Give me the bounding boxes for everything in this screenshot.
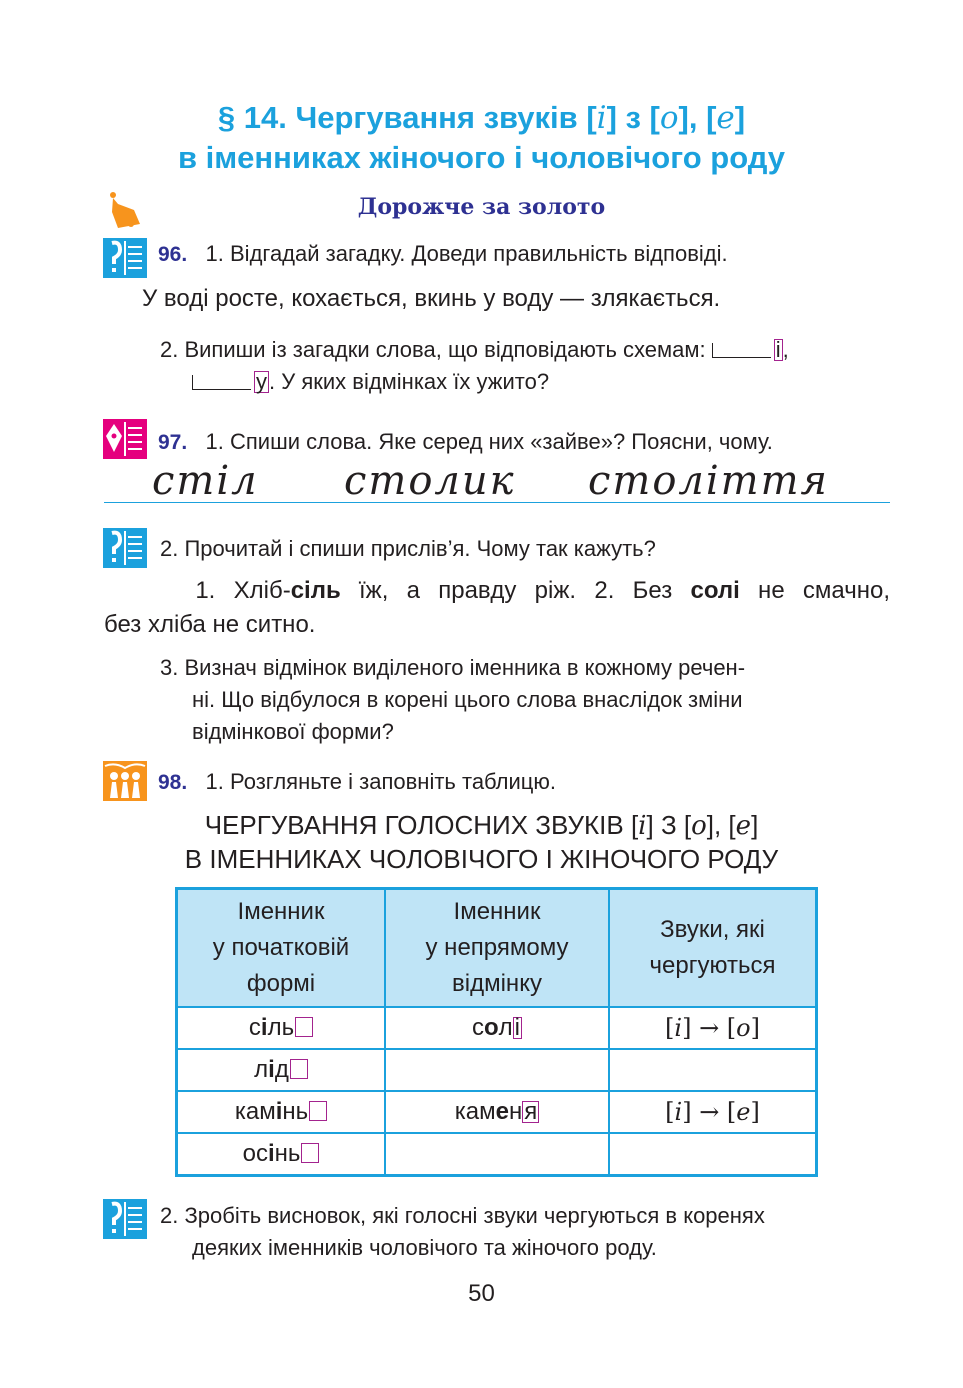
- header-alternating-sounds: Звуки, які чергуються: [609, 889, 817, 1008]
- question-book-icon: [102, 237, 148, 279]
- word-indirect-empty: [385, 1049, 609, 1091]
- scheme-box-u: у: [256, 369, 267, 394]
- script-word-1: стіл: [152, 458, 259, 504]
- header-indirect-case: Іменник у непрямому відмінку: [385, 889, 609, 1008]
- alternation: [і] → [е]: [609, 1091, 817, 1133]
- word-indirect: каменя: [385, 1091, 609, 1133]
- exercise-96-riddle: У воді росте, кохається, вкинь у воду — злякається.: [142, 285, 721, 312]
- word-initial: лід: [177, 1049, 386, 1091]
- question-book-icon: [102, 527, 148, 569]
- word-initial: камінь: [177, 1091, 386, 1133]
- ending-box: і: [514, 1014, 521, 1041]
- table-title-line1: ЧЕРГУВАННЯ ГОЛОСНИХ ЗВУКІВ [і] З [о], [е]: [204, 810, 759, 841]
- question-book-icon: [102, 1198, 148, 1240]
- word-initial: осінь: [177, 1133, 386, 1176]
- alternation: [і] → [о]: [609, 1007, 817, 1049]
- table-row: [177, 1133, 817, 1176]
- page-title-line1: § 14. Чергування звуків [і] з [о], [е]: [217, 100, 746, 136]
- exercise-97-task1: 97. 1. Спиши слова. Яке серед них «зайве»? Поясни, чому.: [158, 429, 773, 454]
- table-row: [177, 1049, 817, 1091]
- proverb-line1: 1. Хліб-сіль їж, а правду ріж. 2. Без солі не смачно,: [195, 577, 891, 604]
- alternation-table: [175, 887, 818, 1177]
- ending-box: [301, 1143, 319, 1163]
- page-number: 50: [468, 1280, 495, 1307]
- exercise-97-task2: 2. Прочитай і спиши прислів’я. Чому так кажуть?: [160, 536, 656, 561]
- script-word-2: столик: [344, 458, 516, 504]
- page-title-line2: в іменниках жіночого і чоловічого роду: [177, 140, 786, 175]
- ending-box: [290, 1059, 308, 1079]
- group-book-icon: [102, 760, 148, 802]
- section-subtitle: Дорожче за золото: [357, 194, 606, 220]
- exercise-98-task1: 98. 1. Розгляньте і заповніть таблицю.: [158, 769, 557, 794]
- script-word-3: століття: [588, 458, 830, 504]
- alternation-empty: [609, 1133, 817, 1176]
- table-row: [177, 1007, 817, 1049]
- exercise-96-task1: 96. 1. Відгадай загадку. Доведи правильність відповіді.: [158, 241, 728, 266]
- ending-box: [295, 1017, 313, 1037]
- exercise-98-task2-line1: 2. Зробіть висновок, які голосні звуки чергуються в коренях: [160, 1203, 765, 1228]
- alternation-empty: [609, 1049, 817, 1091]
- proverb-line2: без хліба не ситно.: [104, 611, 316, 638]
- table-row: [177, 1091, 817, 1133]
- exercise-98-task2-line2: деяких іменників чоловічого та жіночого роду.: [192, 1235, 657, 1260]
- word-initial: сіль: [177, 1007, 386, 1049]
- pen-book-icon: [102, 418, 148, 460]
- scheme-box-i: і: [775, 337, 781, 362]
- header-initial-form: Іменник у початковій формі: [177, 889, 386, 1008]
- exercise-97-task3-line3: відмінкової форми?: [192, 719, 394, 744]
- exercise-96-task2-line1: 2. Випиши із загадки слова, що відповідають схемам: і,: [160, 337, 789, 362]
- exercise-97-task3-line1: 3. Визнач відмінок виділеного іменника в кожному речен-: [160, 655, 746, 680]
- scheme-line: [192, 375, 251, 390]
- table-title-line2: В ІМЕННИКАХ ЧОЛОВІЧОГО І ЖІНОЧОГО РОДУ: [184, 844, 779, 874]
- table-header-row: [177, 889, 817, 1008]
- exercise-96-task2-line2: у. У яких відмінках їх ужито?: [192, 366, 549, 398]
- ending-box: [309, 1101, 327, 1121]
- scheme-line: [712, 343, 771, 358]
- exercise-97-task3-line2: ні. Що відбулося в корені цього слова внаслідок зміни: [192, 687, 743, 712]
- word-indirect-empty: [385, 1133, 609, 1176]
- ending-box: я: [524, 1098, 538, 1125]
- word-indirect: солі: [385, 1007, 609, 1049]
